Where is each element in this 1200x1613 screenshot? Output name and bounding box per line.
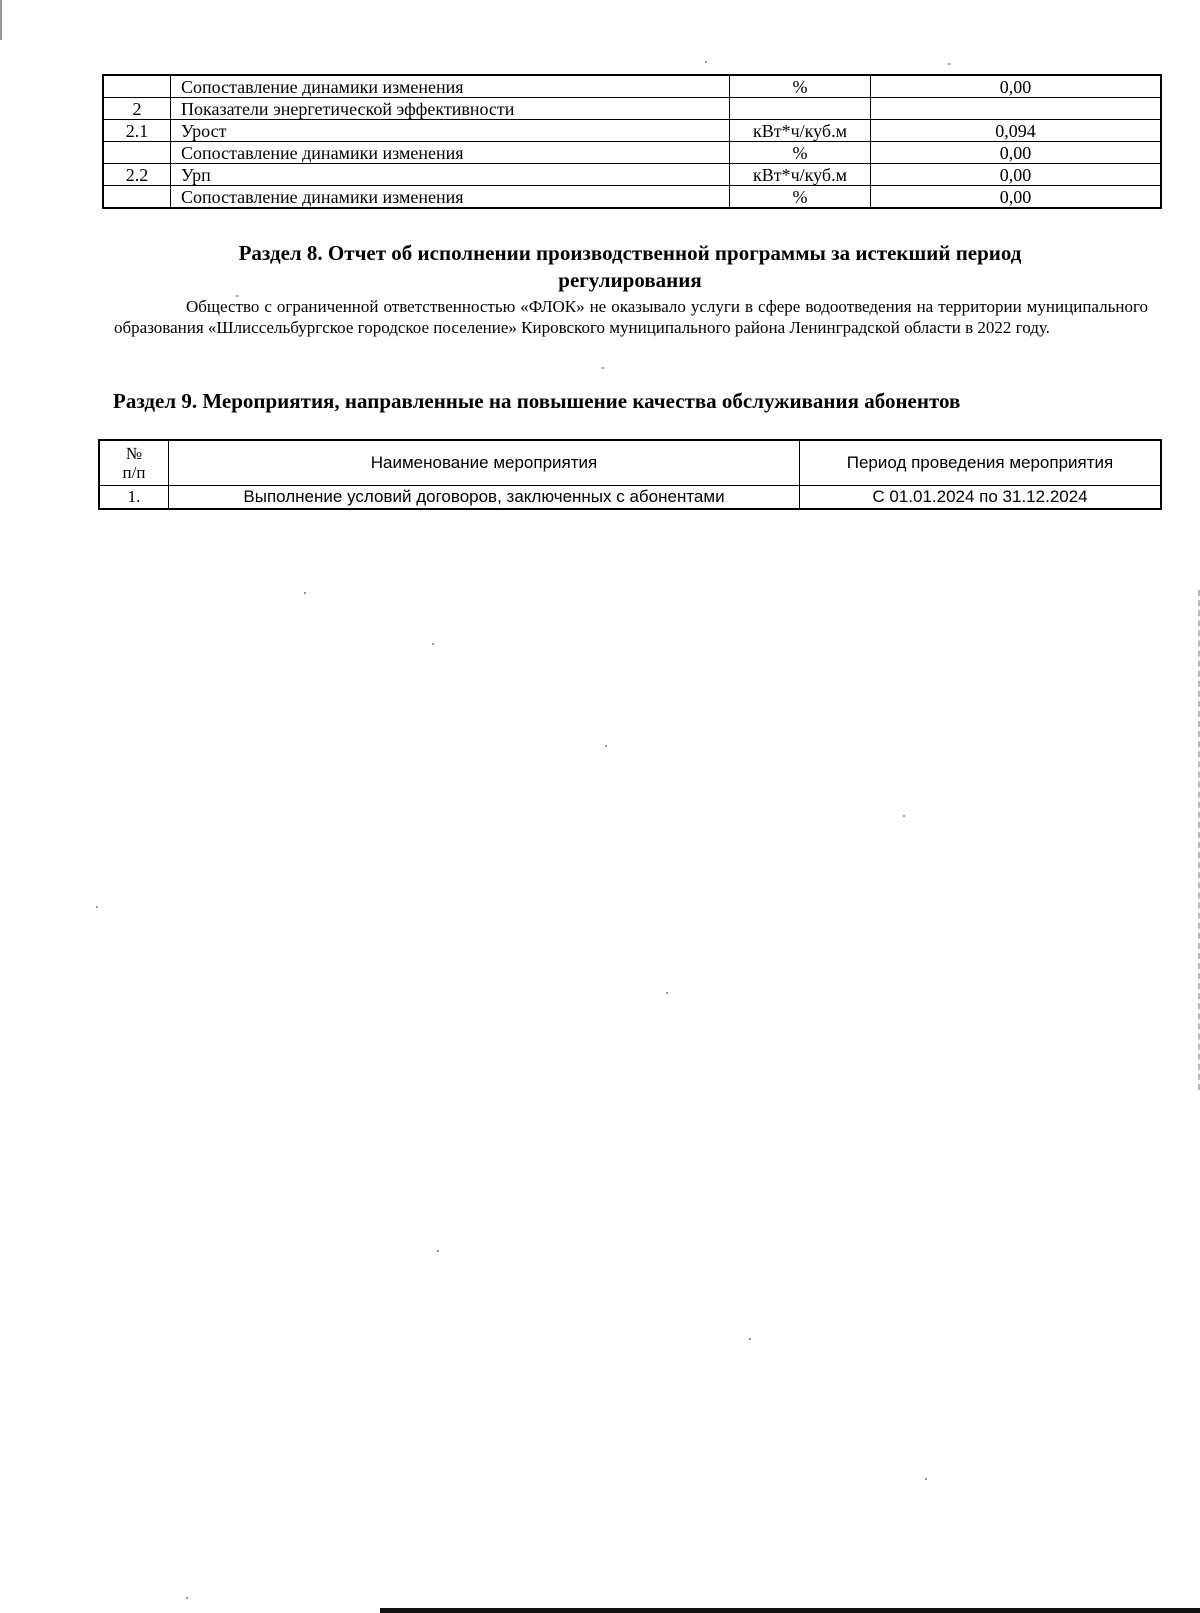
scan-speck: [236, 295, 238, 297]
row-value: 0,00: [871, 75, 1162, 98]
row-value: [871, 98, 1162, 120]
row-unit: %: [730, 186, 871, 209]
row-unit: [730, 98, 871, 120]
column-header-period: Период проведения мероприятия: [800, 440, 1162, 486]
row-value: 0,00: [871, 142, 1162, 164]
scan-speck: [948, 63, 950, 65]
row-number: 2: [103, 98, 171, 120]
row-unit: кВт*ч/куб.м: [730, 164, 871, 186]
scan-speck: [749, 1338, 751, 1340]
table-row: [99, 486, 1161, 510]
activity-number: 1.: [99, 486, 169, 510]
activity-period: С 01.01.2024 по 31.12.2024: [800, 486, 1162, 510]
row-name: Сопоставление динамики изменения: [171, 186, 730, 209]
row-unit: %: [730, 142, 871, 164]
activities-table: [98, 439, 1162, 510]
table-row: [103, 142, 1161, 164]
row-name: Сопоставление динамики изменения: [171, 75, 730, 98]
section-8-heading-line1: Раздел 8. Отчет об исполнении производственной программы за истекший период: [238, 241, 1022, 265]
row-name: Урп: [171, 164, 730, 186]
column-header-number-line1: №: [125, 444, 143, 463]
column-header-number-line2: п/п: [122, 463, 146, 482]
table-header-row: [99, 440, 1161, 486]
scan-speck: [96, 906, 98, 908]
row-name: Показатели энергетической эффективности: [171, 98, 730, 120]
scan-speck: [304, 592, 306, 594]
activity-name: Выполнение условий договоров, заключенных с абонентами: [169, 486, 800, 510]
row-number: 2.2: [103, 164, 171, 186]
row-name: Сопоставление динамики изменения: [171, 142, 730, 164]
row-number: 2.1: [103, 120, 171, 142]
scan-speck: [666, 992, 668, 994]
table-row: [103, 75, 1161, 98]
table-row: [103, 186, 1161, 209]
scan-speck: [602, 367, 604, 369]
table-row: [103, 164, 1161, 186]
row-value: 0,00: [871, 186, 1162, 209]
table-row: [103, 98, 1161, 120]
scan-edge-left: [0, 0, 2, 40]
scan-edge-bottom: [380, 1608, 1200, 1613]
row-number: [103, 75, 171, 98]
scan-speck: [437, 1250, 439, 1252]
column-header-number: [99, 440, 169, 486]
row-number: [103, 186, 171, 209]
scan-speck: [925, 1478, 927, 1480]
section-9-heading: Раздел 9. Мероприятия, направленные на повышение качества обслуживания абонентов: [113, 389, 961, 413]
section-8-heading: [110, 240, 1150, 294]
indicators-table: [102, 74, 1162, 209]
scan-speck: [432, 643, 434, 645]
column-header-name: Наименование мероприятия: [169, 440, 800, 486]
scan-speck: [186, 1597, 188, 1599]
scan-speck: [705, 61, 707, 63]
scan-speck: [605, 745, 607, 747]
section-8-heading-line2: регулирования: [558, 268, 702, 292]
row-number: [103, 142, 171, 164]
row-value: 0,00: [871, 164, 1162, 186]
section-8-paragraph: Общество с ограниченной ответственностью «ФЛОК» не оказывало услуги в сфере водоотведения на территории муниципального образования «Шлиссельбургское городское поселение» Кировского муниципального района Ленинградской области в 2022 году.: [114, 297, 1148, 337]
scan-edge-right: [1196, 590, 1200, 1090]
table-row: [103, 120, 1161, 142]
row-unit: %: [730, 75, 871, 98]
row-name: Урост: [171, 120, 730, 142]
scan-speck: [903, 815, 905, 817]
row-unit: кВт*ч/куб.м: [730, 120, 871, 142]
row-value: 0,094: [871, 120, 1162, 142]
